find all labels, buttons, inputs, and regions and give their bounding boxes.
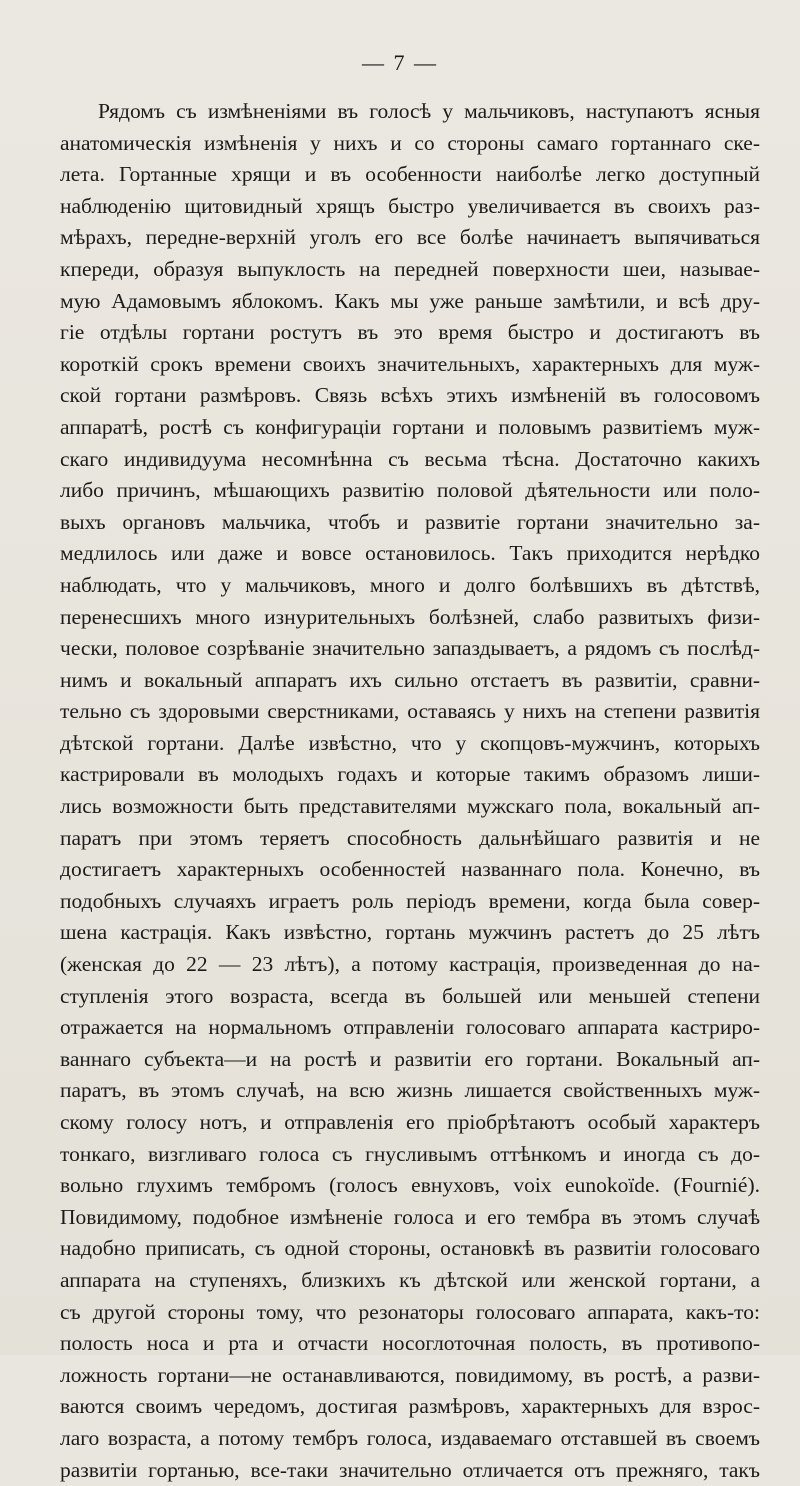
- text-line: ваются своимъ чередомъ, достигая размѣровъ, характерныхъ для взрос-: [60, 1394, 760, 1419]
- text-line: наблюдать, что у мальчиковъ, много и долго болѣвшихъ въ дѣтствѣ,: [60, 572, 760, 597]
- text-line: отражается на нормальномъ отправленіи голосоваго аппарата кастриро-: [60, 1015, 760, 1040]
- text-line: дѣтской гортани. Далѣе извѣстно, что у скопцовъ-мужчинъ, которыхъ: [60, 730, 760, 755]
- text-line: чески, половое созрѣваніе значительно запаздываетъ, а рядомъ съ послѣд-: [60, 636, 760, 661]
- text-line: надобно приписать, съ одной стороны, остановкѣ въ развитіи голосоваго: [60, 1236, 760, 1261]
- text-line: ваннаго субъекта—и на ростѣ и развитіи его гортани. Вокальный ап-: [60, 1046, 760, 1071]
- text-line: скаго индивидуума несомнѣнна съ весьма тѣсна. Достаточно какихъ: [60, 446, 760, 471]
- text-line: медлилось или даже и вовсе остановилось. Такъ приходится нерѣдко: [60, 541, 760, 566]
- text-line: лись возможности быть представителями мужскаго пола, вокальный ап-: [60, 794, 760, 819]
- page-number: — 7 —: [362, 50, 438, 75]
- text-line: вольно глухимъ тембромъ (голосъ евнуховъ, voix eunokoïde. (Fournié).: [60, 1173, 760, 1198]
- text-line: анатомическія измѣненія у нихъ и со стороны самаго гортаннаго ске-: [60, 130, 760, 155]
- text-line: мую Адамовымъ яблокомъ. Какъ мы уже раньше замѣтили, и всѣ дру-: [60, 288, 760, 313]
- text-line: (женская до 22 — 23 лѣтъ), а потому кастрація, произведенная до на-: [60, 952, 760, 977]
- text-line: шена кастрація. Какъ извѣстно, гортань мужчинъ растетъ до 25 лѣтъ: [60, 920, 760, 945]
- text-line: лаго возраста, а потому тембръ голоса, издаваемаго отставшей въ своемъ: [60, 1425, 760, 1450]
- text-line: паратъ, въ этомъ случаѣ, на всю жизнь лишается свойственныхъ муж-: [60, 1078, 760, 1103]
- text-line: лета. Гортанные хрящи и въ особенности наиболѣе легко доступный: [60, 162, 760, 187]
- text-line: ступленія этого возраста, всегда въ большей или меньшей степени: [60, 983, 760, 1008]
- text-line: нимъ и вокальный аппаратъ ихъ сильно отстаетъ въ развитіи, сравни-: [60, 667, 760, 692]
- text-line: ложность гортани—не останавливаются, повидимому, въ ростѣ, а разви-: [60, 1362, 760, 1387]
- text-line: съ другой стороны тому, что резонаторы голосоваго аппарата, какъ-то:: [60, 1299, 760, 1324]
- text-line: полость носа и рта и отчасти носоглоточная полость, въ противопо-: [60, 1331, 760, 1356]
- text-line: подобныхъ случаяхъ играетъ роль періодъ времени, когда была совер-: [60, 888, 760, 913]
- text-line: перенесшихъ много изнурительныхъ болѣзней, слабо развитыхъ физи-: [60, 604, 760, 629]
- text-line: тонкаго, визгливаго голоса съ гнусливымъ оттѣнкомъ и иногда съ до-: [60, 1141, 760, 1166]
- text-line: выхъ органовъ мальчика, чтобъ и развитіе гортани значительно за-: [60, 509, 760, 534]
- text-line: скому голосу нотъ, и отправленія его пріобрѣтаютъ особый характеръ: [60, 1110, 760, 1134]
- text-line: ской гортани размѣровъ. Связь всѣхъ этихъ измѣненій въ голосовомъ: [60, 383, 760, 408]
- text-line: короткій срокъ времени своихъ значительныхъ, характерныхъ для муж-: [60, 351, 760, 376]
- text-line: паратъ при этомъ теряетъ способность дальнѣйшаго развитія и не: [60, 825, 760, 850]
- text-line: Рядомъ съ измѣненіями въ голосѣ у мальчиковъ, наступаютъ ясныя: [98, 99, 760, 123]
- text-line: наблюденію щитовидный хрящъ быстро увеличивается въ своихъ раз-: [60, 193, 760, 218]
- text-line: Повидимому, подобное измѣненіе голоса и его тембра въ этомъ случаѣ: [60, 1204, 760, 1229]
- text-line: аппаратѣ, ростѣ съ конфигураціи гортани и половымъ развитіемъ муж-: [60, 414, 760, 439]
- text-line: достигаетъ характерныхъ особенностей названнаго пола. Конечно, въ: [60, 857, 760, 882]
- text-line: гіе отдѣлы гортани ростутъ въ это время быстро и достигаютъ въ: [60, 320, 760, 345]
- text-line: либо причинъ, мѣшающихъ развитію половой дѣятельности или поло-: [60, 478, 760, 503]
- text-line: тельно съ здоровыми сверстниками, оставаясь у нихъ на степени развитія: [60, 699, 760, 724]
- body-text: [60, 96, 760, 1486]
- text-line: кпереди, образуя выпуклость на передней поверхности шеи, называе-: [60, 256, 760, 281]
- text-line: развитіи гортанью, все-таки значительно отличается отъ прежняго, такъ: [60, 1457, 760, 1482]
- text-line: аппарата на ступеняхъ, близкихъ къ дѣтской или женской гортани, а: [60, 1267, 760, 1292]
- text-line: кастрировали въ молодыхъ годахъ и которые такимъ образомъ лиши-: [60, 762, 760, 787]
- text-line: мѣрахъ, передне-верхній уголъ его все болѣе начинаетъ выпячиваться: [60, 225, 760, 250]
